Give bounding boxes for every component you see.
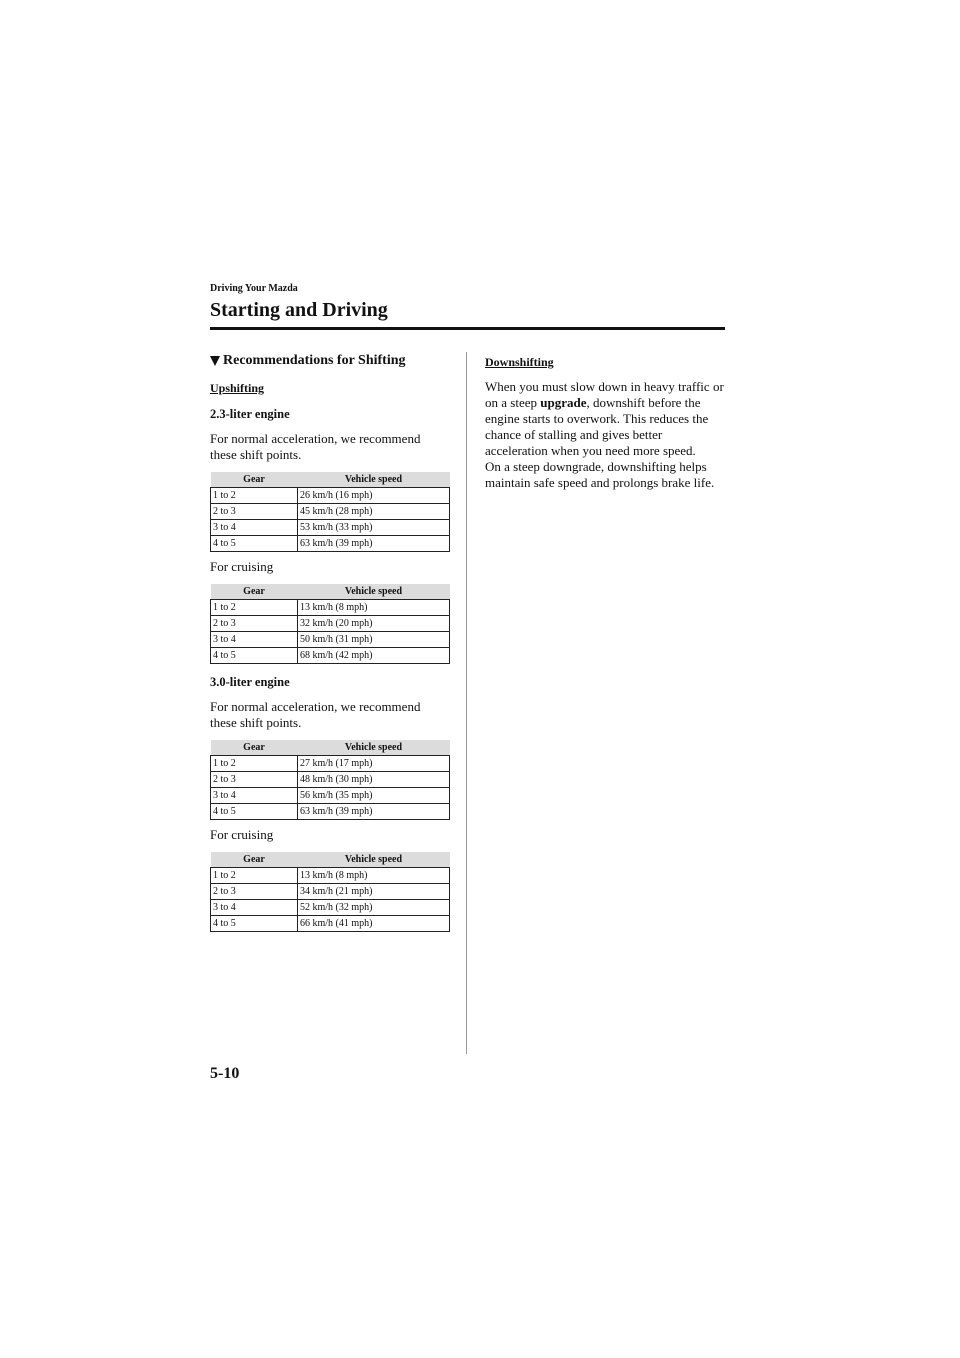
gear-cell: 1 to 2 xyxy=(211,488,298,504)
engine-30-cruising-text: For cruising xyxy=(210,827,274,842)
table-row xyxy=(211,616,450,632)
paragraph-text: When you must slow down in heavy traffic or on a steep xyxy=(485,379,724,410)
gear-cell: 2 to 3 xyxy=(211,884,298,900)
speed-column-header: Vehicle speed xyxy=(298,472,450,488)
engine-30-cruising-table xyxy=(210,852,450,932)
gear-column-header: Gear xyxy=(211,472,298,488)
table-row xyxy=(211,536,450,552)
engine-30-label: 3.0-liter engine xyxy=(210,675,290,689)
downshifting-paragraph-2: On a steep downgrade, downshifting helps maintain safe speed and prolongs brake life. xyxy=(485,459,715,490)
speed-cell: 26 km/h (16 mph) xyxy=(298,488,450,504)
table-row xyxy=(211,884,450,900)
triangle-down-icon xyxy=(210,356,220,366)
speed-cell: 32 km/h (20 mph) xyxy=(298,616,450,632)
table-header-row xyxy=(211,584,450,600)
page-header xyxy=(210,283,725,330)
gear-cell: 4 to 5 xyxy=(211,536,298,552)
gear-cell: 4 to 5 xyxy=(211,916,298,932)
engine-23-normal-table xyxy=(210,472,450,552)
engine-23-label: 2.3-liter engine xyxy=(210,407,290,421)
table-row xyxy=(211,868,450,884)
downshifting-subheading: Downshifting xyxy=(485,355,554,369)
speed-cell: 50 km/h (31 mph) xyxy=(298,632,450,648)
gear-cell: 4 to 5 xyxy=(211,648,298,664)
speed-column-header: Vehicle speed xyxy=(298,740,450,756)
table-row xyxy=(211,916,450,932)
speed-cell: 48 km/h (30 mph) xyxy=(298,772,450,788)
speed-cell: 56 km/h (35 mph) xyxy=(298,788,450,804)
engine-23-normal-text: For normal acceleration, we recommend these shift points. xyxy=(210,431,421,462)
engine-30-normal-text: For normal acceleration, we recommend these shift points. xyxy=(210,699,421,730)
table-row xyxy=(211,600,450,616)
section-heading-text: Recommendations for Shifting xyxy=(223,353,406,368)
table-row xyxy=(211,788,450,804)
table-header-row xyxy=(211,472,450,488)
table-row xyxy=(211,772,450,788)
gear-column-header: Gear xyxy=(211,584,298,600)
right-column xyxy=(485,352,725,491)
engine-30-normal-table xyxy=(210,740,450,820)
gear-cell: 3 to 4 xyxy=(211,788,298,804)
speed-column-header: Vehicle speed xyxy=(298,852,450,868)
gear-cell: 2 to 3 xyxy=(211,772,298,788)
speed-cell: 68 km/h (42 mph) xyxy=(298,648,450,664)
speed-cell: 13 km/h (8 mph) xyxy=(298,600,450,616)
gear-cell: 1 to 2 xyxy=(211,756,298,772)
gear-cell: 2 to 3 xyxy=(211,616,298,632)
table-row xyxy=(211,804,450,820)
header-rule xyxy=(210,327,725,330)
upshifting-subheading: Upshifting xyxy=(210,381,265,395)
emphasized-word: upgrade xyxy=(540,395,587,410)
gear-column-header: Gear xyxy=(211,852,298,868)
engine-23-cruising-table xyxy=(210,584,450,664)
engine-23-cruising-text: For cruising xyxy=(210,559,274,574)
gear-cell: 4 to 5 xyxy=(211,804,298,820)
column-divider xyxy=(466,352,467,1054)
section-label: Driving Your Mazda xyxy=(210,283,298,294)
gear-cell: 3 to 4 xyxy=(211,520,298,536)
speed-cell: 66 km/h (41 mph) xyxy=(298,916,450,932)
speed-cell: 27 km/h (17 mph) xyxy=(298,756,450,772)
speed-cell: 53 km/h (33 mph) xyxy=(298,520,450,536)
speed-cell: 13 km/h (8 mph) xyxy=(298,868,450,884)
gear-column-header: Gear xyxy=(211,740,298,756)
page-number: 5-10 xyxy=(210,1065,240,1082)
table-header-row xyxy=(211,852,450,868)
table-row xyxy=(211,520,450,536)
speed-cell: 52 km/h (32 mph) xyxy=(298,900,450,916)
table-header-row xyxy=(211,740,450,756)
gear-cell: 1 to 2 xyxy=(211,600,298,616)
table-row xyxy=(211,632,450,648)
table-row xyxy=(211,900,450,916)
gear-cell: 3 to 4 xyxy=(211,632,298,648)
table-row xyxy=(211,488,450,504)
section-heading xyxy=(210,352,450,370)
speed-cell: 34 km/h (21 mph) xyxy=(298,884,450,900)
speed-column-header: Vehicle speed xyxy=(298,584,450,600)
gear-cell: 2 to 3 xyxy=(211,504,298,520)
table-row xyxy=(211,504,450,520)
page-title: Starting and Driving xyxy=(210,299,388,321)
left-column xyxy=(210,352,450,932)
paragraph-text: , downshift before the engine starts to overwork. This reduces the chance of stalling and gives better acceleration when you need more speed. xyxy=(485,395,709,458)
speed-cell: 63 km/h (39 mph) xyxy=(298,536,450,552)
table-row xyxy=(211,648,450,664)
speed-cell: 63 km/h (39 mph) xyxy=(298,804,450,820)
gear-cell: 3 to 4 xyxy=(211,900,298,916)
downshifting-paragraph-1 xyxy=(485,379,725,459)
speed-cell: 45 km/h (28 mph) xyxy=(298,504,450,520)
gear-cell: 1 to 2 xyxy=(211,868,298,884)
table-row xyxy=(211,756,450,772)
